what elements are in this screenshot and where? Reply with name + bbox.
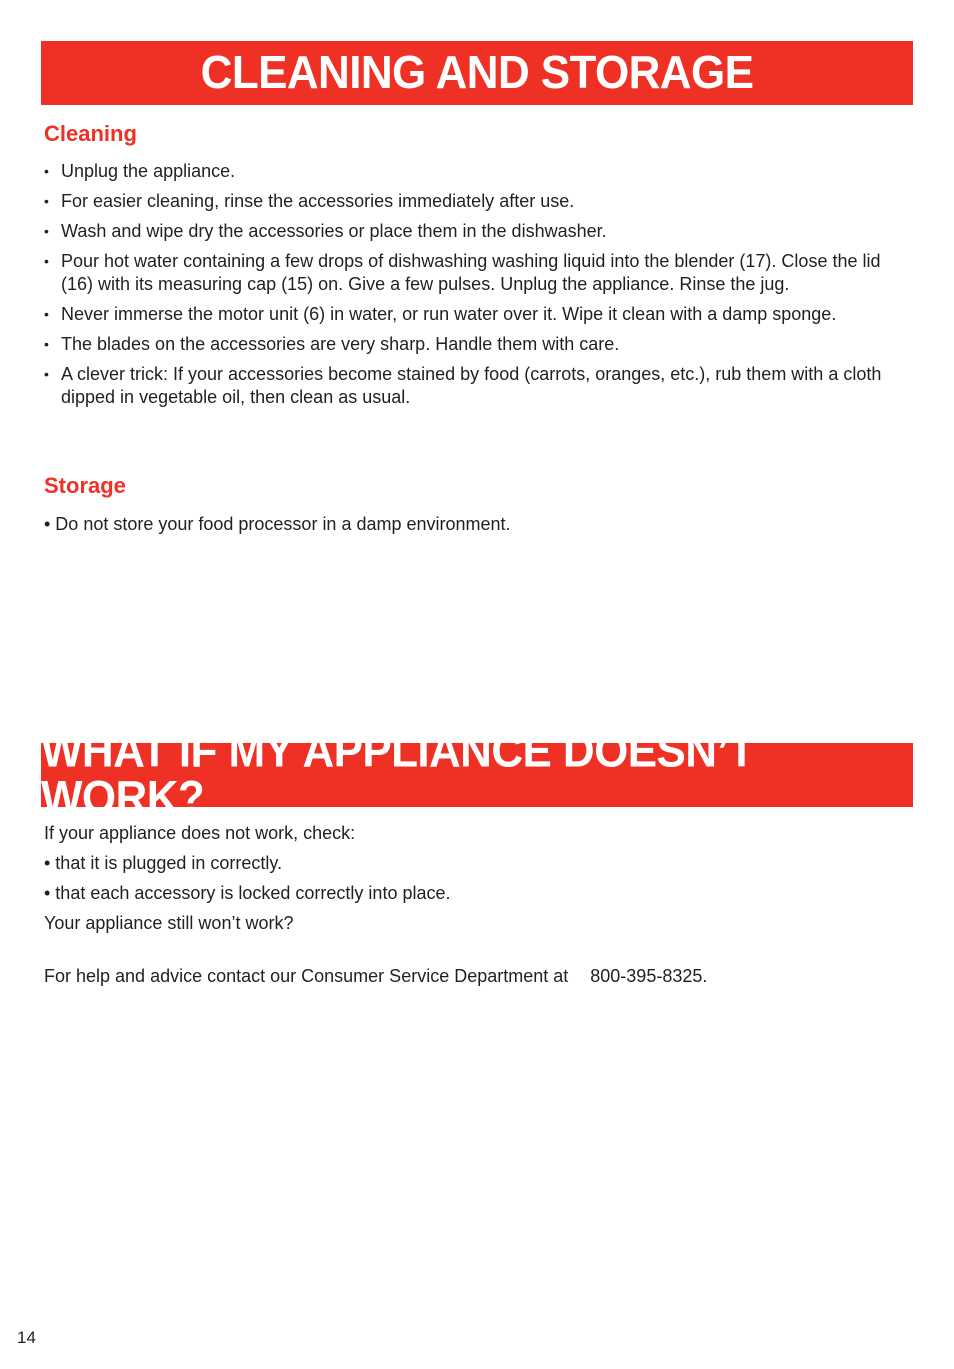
cleaning-item: • Never immerse the motor unit (6) in water, or run water over it. Wipe it clean with a damp sponge. <box>44 303 904 326</box>
cleaning-storage-banner <box>41 41 913 105</box>
troubleshooting-banner <box>41 725 913 824</box>
cleaning-list <box>44 160 904 416</box>
check-item: • that each accessory is locked correctly into place. <box>44 883 451 903</box>
storage-heading: Storage <box>44 473 126 498</box>
still-not-working-text: Your appliance still won’t work? <box>44 913 294 933</box>
cleaning-item: • Wash and wipe dry the accessories or place them in the dishwasher. <box>44 220 904 243</box>
troubleshooting-intro: If your appliance does not work, check: <box>44 823 356 843</box>
storage-item: • Do not store your food processor in a damp environment. <box>44 514 511 534</box>
cleaning-item: • For easier cleaning, rinse the accessories immediately after use. <box>44 190 904 213</box>
cleaning-item: • The blades on the accessories are very sharp. Handle them with care. <box>44 333 904 356</box>
contact-line <box>44 965 707 988</box>
page-number: 14 <box>17 1328 36 1347</box>
cleaning-heading: Cleaning <box>44 121 137 146</box>
phone-number: 800-395-8325. <box>590 966 708 986</box>
cleaning-item: • Pour hot water containing a few drops of dishwashing washing liquid into the blender (17). Close the lid (16) with its measuring cap (15) on. Give a few pulses. Unplug the appliance. Rinse the jug. <box>44 250 904 296</box>
cleaning-storage-title: CLEANING AND STORAGE <box>200 46 754 99</box>
check-item: • that it is plugged in correctly. <box>44 853 283 873</box>
cleaning-item: • A clever trick: If your accessories become stained by food (carrots, oranges, etc.), rub them with a cloth dipped in vegetable oil, then clean as usual. <box>44 363 904 409</box>
cleaning-item: • Unplug the appliance. <box>44 160 904 183</box>
troubleshooting-title: WHAT IF MY APPLIANCE DOESN’T WORK? <box>41 725 755 824</box>
contact-text: For help and advice contact our Consumer Service Department at <box>44 966 569 986</box>
